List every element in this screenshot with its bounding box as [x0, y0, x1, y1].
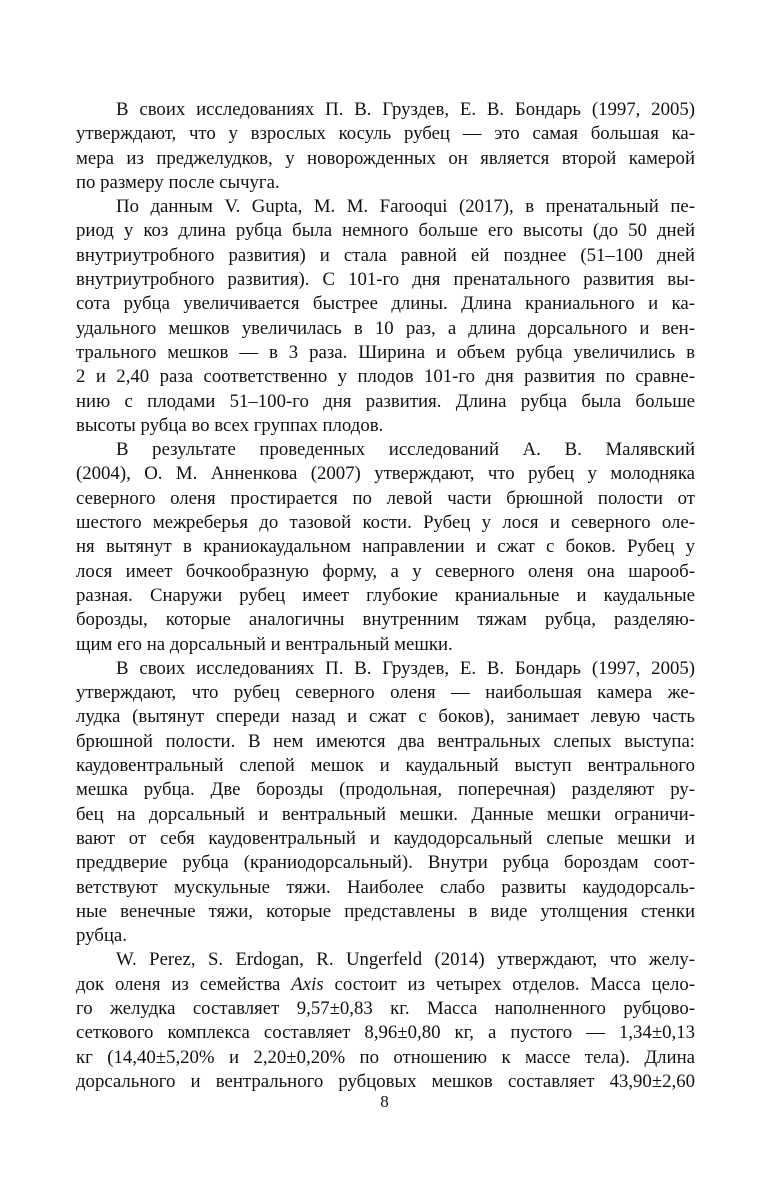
- text-line: внутриутробного развития) и стала равной ей позднее (51–100 дней: [76, 244, 695, 266]
- paragraph: [76, 98, 695, 195]
- paragraph: [76, 657, 695, 949]
- text-line: лося имеет бочкообразную форму, а у северного оленя она шарооб-: [76, 560, 695, 582]
- text-line: трального мешков — в 3 раза. Ширина и объем рубца увеличились в: [76, 341, 695, 363]
- paragraph: [76, 438, 695, 657]
- text-line: бец на дорсальный и вентральный мешки. Данные мешки ограничи-: [76, 803, 695, 825]
- text-line: кг (14,40±5,20% и 2,20±0,20% по отношению к массе тела). Длина: [76, 1046, 695, 1068]
- text-line: внутриутробного развития). С 101-го дня пренатального развития вы-: [76, 269, 695, 291]
- text-line: В результате проведенных исследований А. В. Малявский: [116, 439, 695, 461]
- text-line: В своих исследованиях П. В. Груздев, Е. В. Бондарь (1997, 2005): [116, 99, 695, 120]
- text-line: (2004), О. М. Анненкова (2007) утверждают, что рубец у молодняка: [76, 463, 695, 485]
- text-line: рубца.: [76, 925, 127, 947]
- page-number: 8: [380, 1092, 389, 1111]
- page-body: [76, 98, 695, 1094]
- text-line: вают от себя каудовентральный и каудодорсальный слепые мешки и: [76, 827, 695, 849]
- text-line: ветствуют мускульные тяжи. Наиболее слабо развиты каудодорсаль-: [76, 876, 695, 898]
- text-line: борозды, которые аналогичны внутренним тяжам рубца, разделяю-: [76, 609, 695, 631]
- text-line: по размеру после сычуга.: [76, 171, 280, 193]
- text-line: мера из преджелудков, у новорожденных он является второй камерой: [76, 147, 695, 169]
- text-line: утверждают, что у взрослых косуль рубец — это самая большая ка-: [76, 123, 695, 145]
- text-line: В своих исследованиях П. В. Груздев, Е. В. Бондарь (1997, 2005): [116, 657, 695, 679]
- text-line: риод у коз длина рубца была немного больше его высоты (до 50 дней: [76, 220, 695, 242]
- paragraph: [76, 948, 695, 1094]
- text-line: го желудка составляет 9,57±0,83 кг. Масса наполненного рубцово-: [76, 997, 695, 1019]
- text-line: преддверие рубца (краниодорсальный). Внутри рубца бороздам соот-: [76, 852, 695, 874]
- text-line: северного оленя простирается по левой части брюшной полости от: [76, 487, 695, 509]
- text-line: нию с плодами 51–100-го дня развития. Длина рубца была больше: [76, 390, 695, 412]
- text-line: щим его на дорсальный и вентральный мешки.: [76, 633, 453, 655]
- text-line: утверждают, что рубец северного оленя — наибольшая камера же-: [76, 682, 695, 704]
- text-line: разная. Снаружи рубец имеет глубокие краниальные и каудальные: [76, 584, 695, 606]
- text-line: W. Perez, S. Erdogan, R. Ungerfeld (2014) утверждают, что желу-: [116, 949, 695, 971]
- text-line: ные венечные тяжи, которые представлены в виде утолщения стенки: [76, 900, 695, 922]
- genus-name: Axis: [291, 973, 324, 995]
- text-line: удального мешков увеличилась в 10 раз, а длина дорсального и вен-: [76, 317, 695, 339]
- text-line: сеткового комплекса составляет 8,96±0,80 кг, а пустого — 1,34±0,13: [76, 1022, 695, 1044]
- text-line: ня вытянут в краниокаудальном направлении и сжат с боков. Рубец у: [76, 536, 695, 558]
- text-line: По данным V. Gupta, M. M. Farooqui (2017), в пренатальный пе-: [116, 196, 695, 218]
- text-line: сота рубца увеличивается быстрее длины. Длина краниального и ка-: [76, 293, 695, 315]
- text-line: дорсального и вентрального рубцовых мешков составляет 43,90±2,60: [76, 1070, 695, 1092]
- text-line: шестого межреберья до тазовой кости. Рубец у лося и северного оле-: [76, 512, 695, 534]
- text-line: 2 и 2,40 раза соответственно у плодов 101-го дня развития по сравне-: [76, 366, 695, 388]
- text-line: брюшной полости. В нем имеются два вентральных слепых выступа:: [76, 730, 695, 752]
- text-line: лудка (вытянут спереди назад и сжат с боков), занимает левую часть: [76, 706, 695, 728]
- text-line: высоты рубца во всех группах плодов.: [76, 414, 384, 436]
- text-line: док оленя из семейства Axis состоит из четырех отделов. Масса цело-: [76, 973, 695, 995]
- text-line: каудовентральный слепой мешок и каудальный выступ вентрального: [76, 755, 695, 777]
- text-line: мешка рубца. Две борозды (продольная, поперечная) разделяют ру-: [76, 779, 695, 801]
- paragraph: [76, 195, 695, 438]
